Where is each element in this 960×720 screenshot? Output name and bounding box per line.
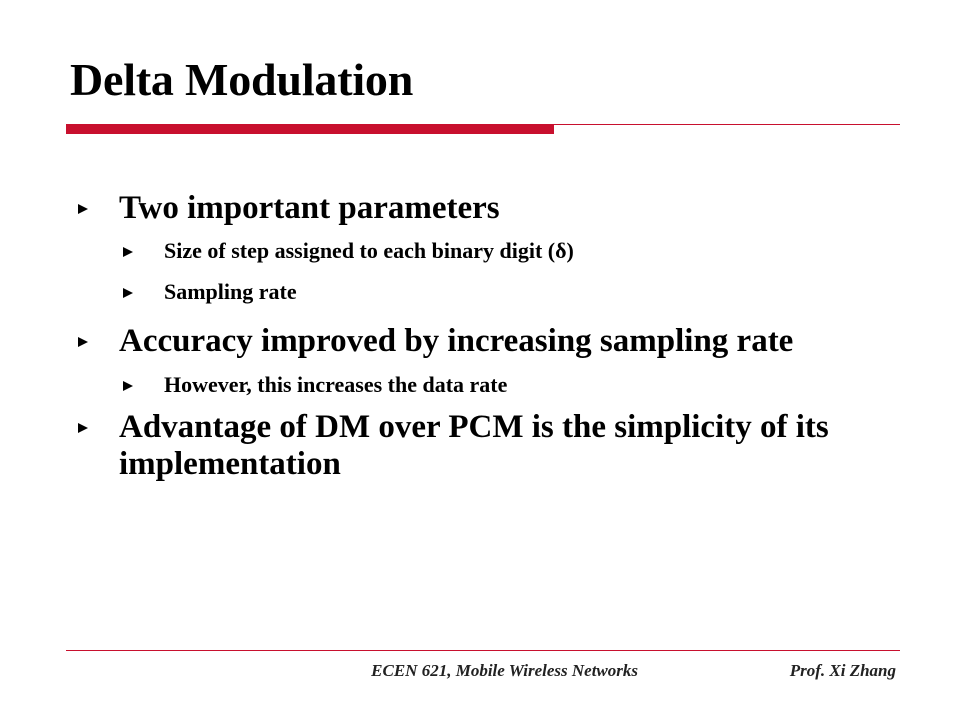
- arrowhead-right-icon: [123, 381, 133, 391]
- footer-author: Prof. Xi Zhang: [789, 661, 896, 680]
- title-underline-thick: [66, 124, 554, 134]
- sub-bullet-item: [119, 279, 904, 305]
- bullet-item: [74, 409, 904, 483]
- bullet-item: [74, 323, 904, 360]
- footer-course: ECEN 621, Mobile Wireless Networks: [371, 661, 638, 680]
- sub-bullet-text: Size of step assigned to each binary digit (δ): [164, 237, 574, 263]
- sub-bullet-text: However, this increases the data rate: [164, 371, 508, 397]
- footer-divider: [66, 650, 900, 651]
- bullet-text: Two important parameters: [119, 190, 500, 226]
- sub-bullet-item: [119, 372, 904, 398]
- arrowhead-right-icon: [78, 337, 88, 347]
- arrowhead-right-icon: [123, 288, 133, 298]
- arrowhead-right-icon: [78, 423, 88, 433]
- sub-bullet-text: Sampling rate: [164, 279, 297, 305]
- bullet-list: [74, 190, 904, 483]
- bullet-text: Accuracy improved by increasing sampling rate: [119, 322, 794, 359]
- title-underline-thin: [554, 124, 900, 125]
- bullet-item: [74, 190, 904, 227]
- arrowhead-right-icon: [78, 204, 88, 214]
- sub-bullet-item: [119, 238, 904, 264]
- bullet-text: Advantage of DM over PCM is the simplicity of its implementation: [119, 409, 829, 483]
- arrowhead-right-icon: [123, 247, 133, 257]
- slide-title: Delta Modulation: [70, 54, 414, 105]
